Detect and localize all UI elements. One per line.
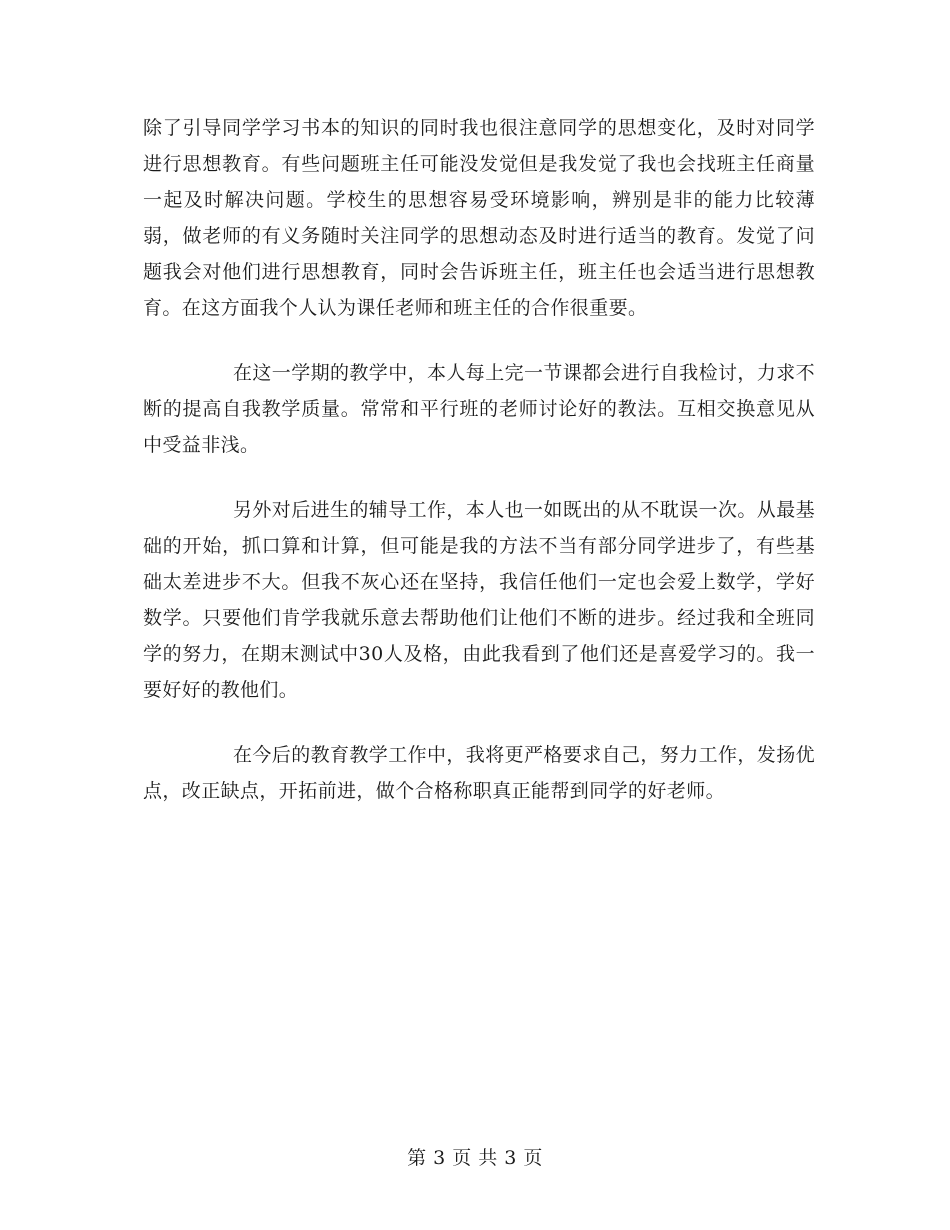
paragraph-3: 另外对后进生的辅导工作，本人也一如既出的从不耽误一次。从最基础的开始，抓口算和计算，但可能是我的方法不当有部分同学进步了，有些基础太差进步不大。但我不灰心还在坚持，我信任他们一定也会爱上数学，学好数学。只要他们肯学我就乐意去帮助他们让他们不断的进步。经过我和全班同学的努力，在期末测试中30人及格，由此我看到了他们还是喜爱学习的。我一要好好的教他们。 [143,499,816,701]
page-number-footer: 第 3 页 共 3 页 [407,1147,543,1169]
paragraph-2: 在这一学期的教学中，本人每上完一节课都会进行自我检讨，力求不断的提高自我教学质量。常常和平行班的老师讨论好的教法。互相交换意见从中受益非浅。 [143,362,816,456]
paragraph-4: 在今后的教育教学工作中，我将更严格要求自己，努力工作，发扬优点，改正缺点，开拓前进，做个合格称职真正能帮到同学的好老师。 [143,744,816,802]
document-body [143,110,815,809]
paragraph-1: 除了引导同学学习书本的知识的同时我也很注意同学的思想变化，及时对同学进行思想教育。有些问题班主任可能没发觉但是我发觉了我也会找班主任商量一起及时解决问题。学校生的思想容易受环境影响，辨别是非的能力比较薄弱，做老师的有义务随时关注同学的思想动态及时进行适当的教育。发觉了问题我会对他们进行思想教育，同时会告诉班主任，班主任也会适当进行思想教育。在这方面我个人认为课任老师和班主任的合作很重要。 [143,117,815,319]
